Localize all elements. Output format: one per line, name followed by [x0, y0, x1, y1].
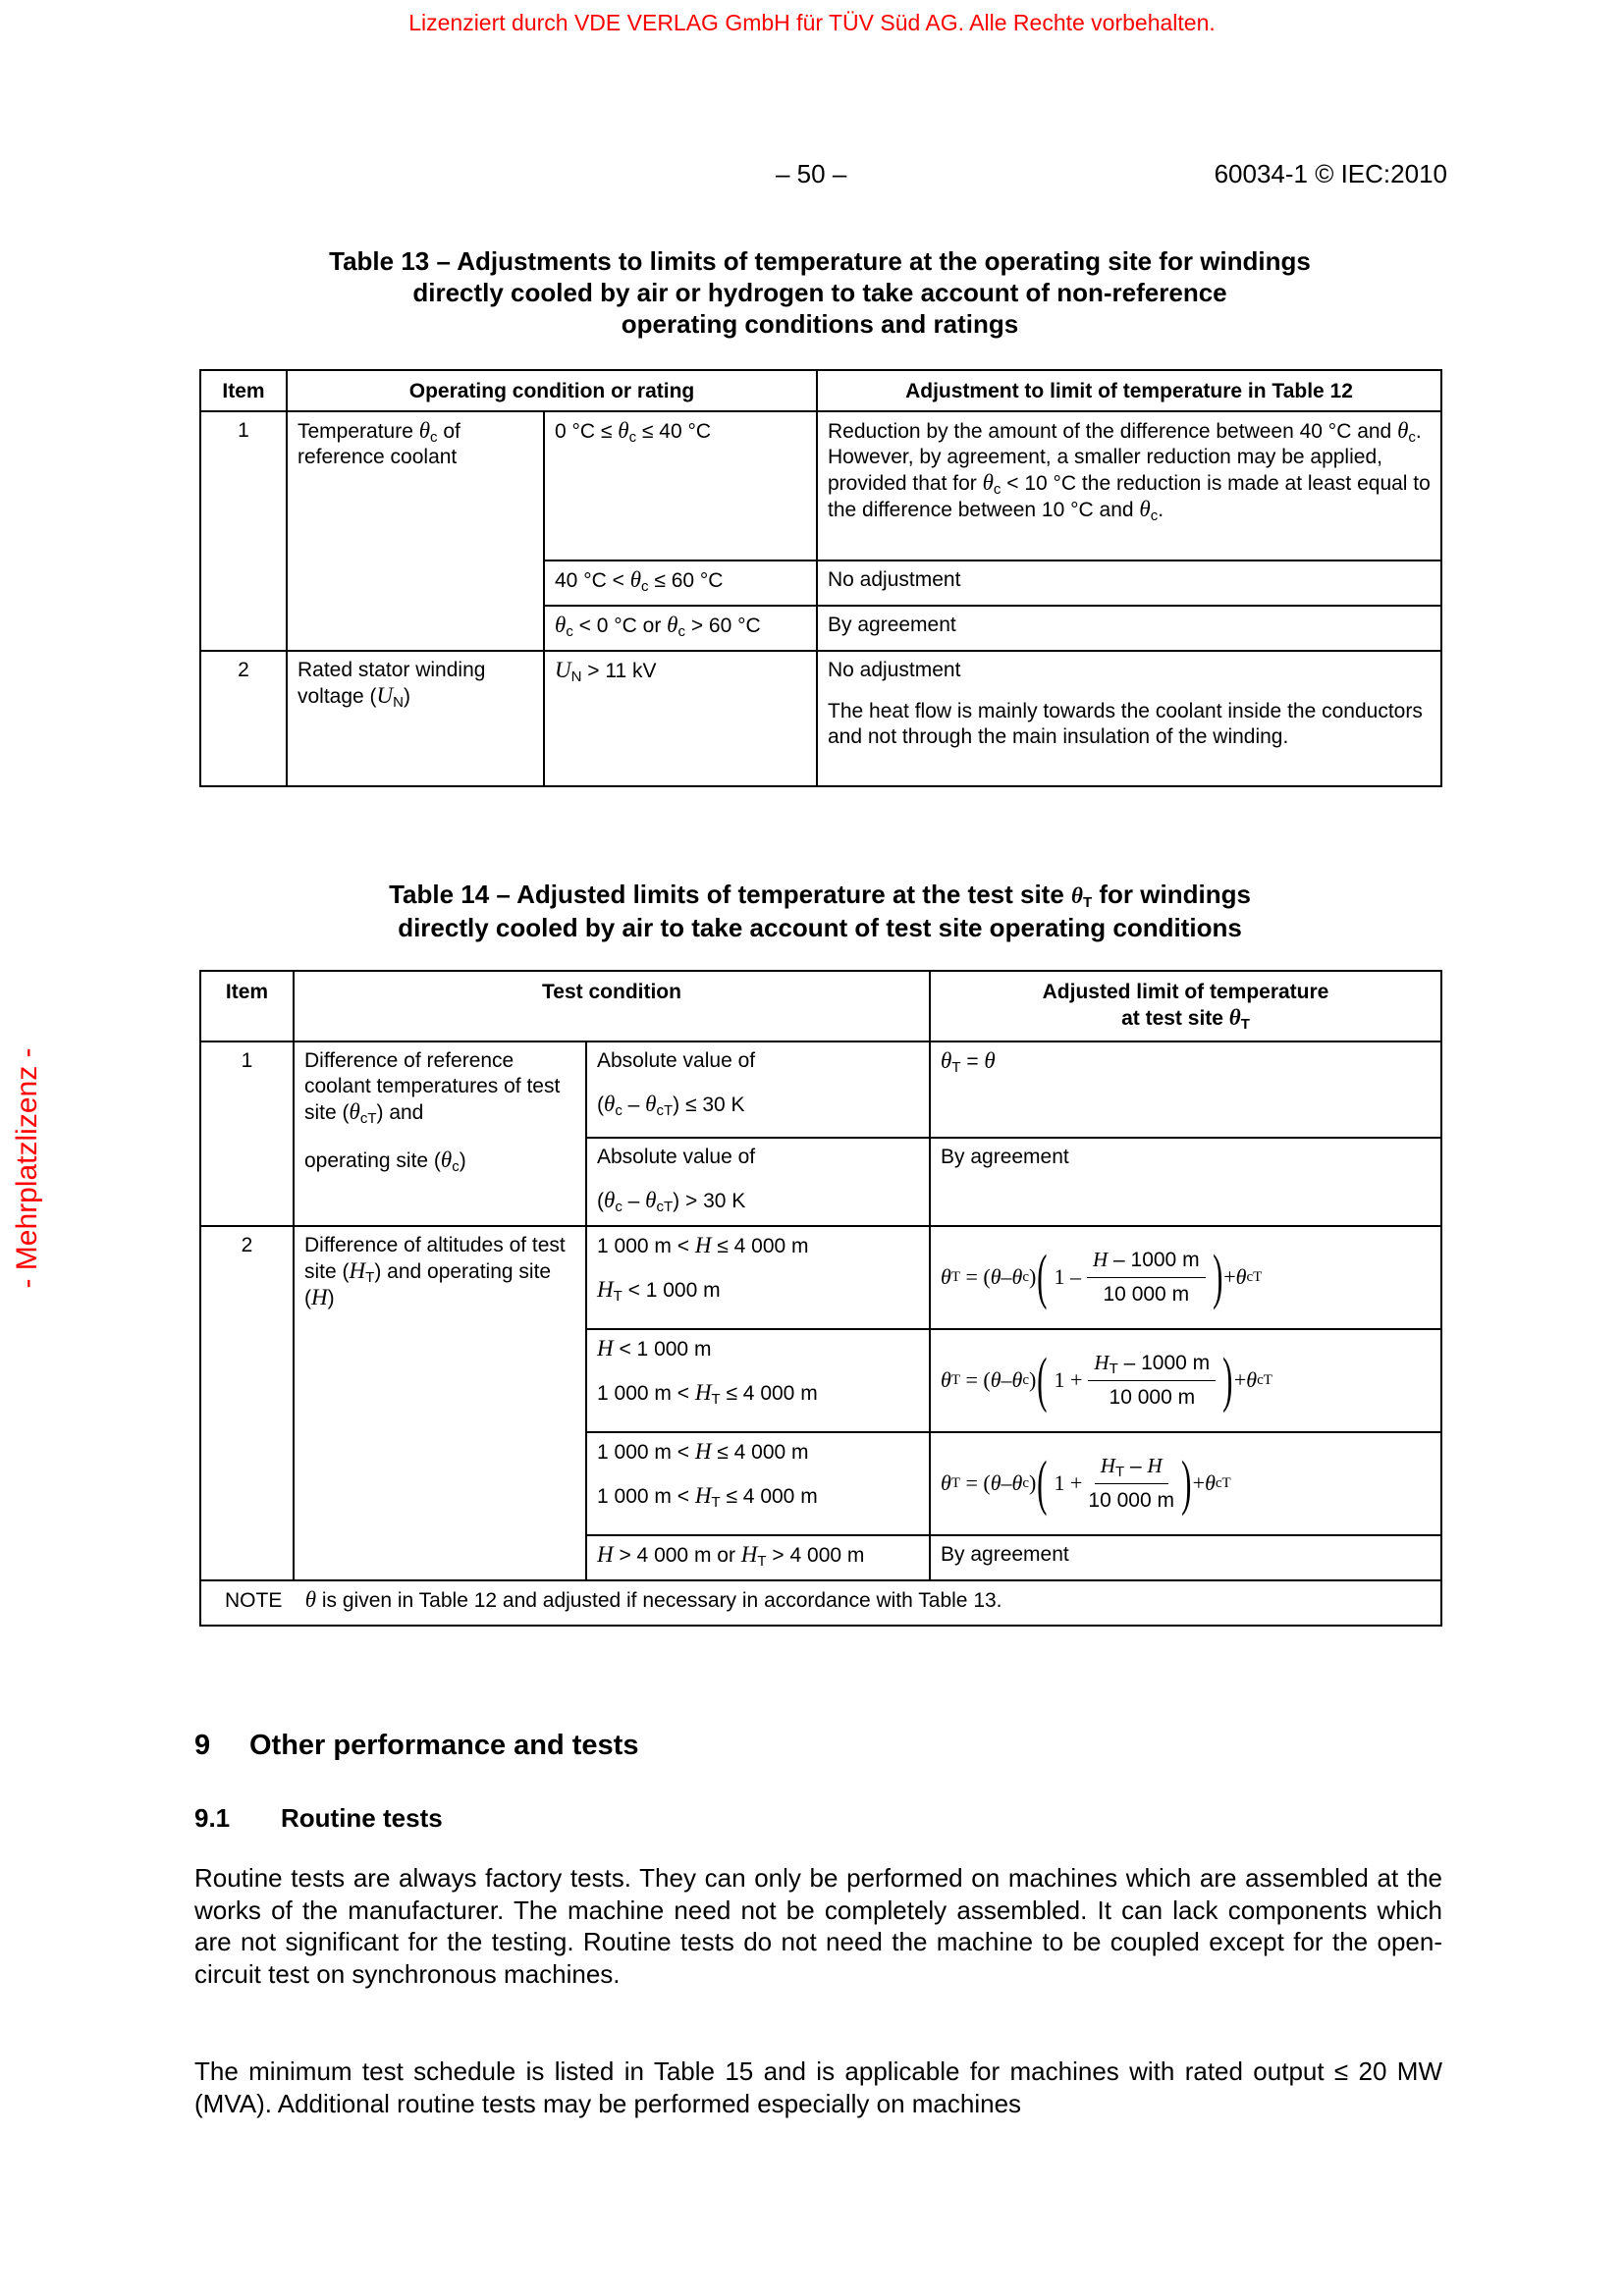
- condition-line: Absolute value of: [597, 1049, 756, 1072]
- table14-title-line: directly cooled by air to take account of test site operating conditions: [398, 913, 1242, 942]
- adjusted-limit: By agreement: [930, 1138, 1441, 1226]
- adjusted-limit: By agreement: [930, 1535, 1441, 1580]
- document-reference: 60034-1 © IEC:2010: [1214, 159, 1447, 188]
- section-title: Other performance and tests: [249, 1730, 639, 1761]
- condition-line: Absolute value of: [597, 1146, 756, 1168]
- table-note-row: [200, 1580, 1441, 1626]
- condition-line: $H_T < 1$ 000 m: [597, 1277, 721, 1305]
- item-number: 1: [200, 411, 287, 651]
- table14-title: [196, 879, 1443, 943]
- condition-range: $U_N > 11$ kV: [544, 651, 817, 786]
- subsection-number: 9.1: [194, 1803, 231, 1833]
- table-row: [200, 1041, 1441, 1138]
- condition-label: Difference of altitudes of test site $(H_T)$ and operating site (H): [294, 1226, 586, 1580]
- condition-line: 1 000 $m < H_T \le 4$ 000 m: [597, 1483, 818, 1511]
- adjusted-limit-formula: [930, 1329, 1441, 1432]
- item-number: 1: [200, 1041, 294, 1226]
- adjustment-text: No adjustment: [817, 561, 1441, 606]
- adjustment-note: The heat flow is mainly towards the coolant inside the conductors and not through the main insulation of the winding.: [828, 700, 1423, 748]
- table-row: [200, 411, 1441, 561]
- condition-range: [586, 1041, 930, 1138]
- multi-user-license-watermark: - Mehrplatzlizenz -: [11, 1047, 43, 1289]
- condition-range: [586, 1329, 930, 1432]
- formula: θ T = ( θ – θ c ) ( 1 + $\frac{H_T - 1000 m}{10 000 m}$ ) + θ cT: [941, 1347, 1272, 1414]
- table13-title-line: Table 13 – Adjustments to limits of temperature at the operating site for windings: [329, 246, 1311, 276]
- table13-header-row: [200, 370, 1441, 411]
- condition-range: 0 $^\circ C \le \theta_c \le 40$ °C: [544, 411, 817, 561]
- section-number: 9: [194, 1730, 211, 1761]
- table-row: [200, 651, 1441, 786]
- formula: θ T = ( θ – θ c ) ( 1 + $\frac{H_T - H}{10 000 m}$ ) + θ cT: [941, 1450, 1231, 1517]
- condition-line: H < 1 000 m: [597, 1336, 712, 1361]
- condition-range: [586, 1226, 930, 1329]
- note-label: NOTE: [225, 1589, 283, 1612]
- condition-label: Temperature $\theta_c$ of reference coolant: [287, 411, 544, 651]
- body-paragraph: Routine tests are always factory tests. They can only be performed on machines which are assembled at the works of the manufacturer. The machine need not be completely assembled. It can lack components which are not significant for the testing. Routine tests do not need the machine to be coupled except for the open-circuit test on synchronous machines.: [194, 1863, 1442, 1989]
- condition-range: [586, 1138, 930, 1226]
- col-header-adjustment: Adjustment to limit of temperature in Table 12: [817, 370, 1441, 411]
- condition-line: $(\theta_c - \theta_{cT}) \le 30$ K: [597, 1092, 745, 1119]
- condition-line: 1 000 m < H ≤ 4 000 m: [597, 1233, 809, 1257]
- table14-title-line: Table 14 – Adjusted limits of temperature at the test site $\theta_T$ for windings: [389, 880, 1251, 911]
- condition-range: $\theta_c < 0$ °C or $\theta_c > 60$ °C: [544, 606, 817, 651]
- condition-line: 1 000 m < H ≤ 4 000 m: [597, 1439, 809, 1464]
- adjustment-text: [817, 651, 1441, 786]
- condition-range: H > 4 000 m or $H_T > 4$ 000 m: [586, 1535, 930, 1580]
- subsection-title: Routine tests: [281, 1803, 443, 1833]
- col-header-item: Item: [200, 971, 294, 1041]
- page-number: – 50 –: [776, 159, 847, 188]
- body-paragraph: The minimum test schedule is listed in Table 15 and is applicable for machines with rated output ≤ 20 MW (MVA). Additional routine tests may be performed especially on machines: [194, 2056, 1442, 2118]
- condition-line: $(\theta_c - \theta_{cT}) > 30$ K: [597, 1188, 746, 1215]
- col-header-condition: Operating condition or rating: [287, 370, 817, 411]
- table13-title-line: operating conditions and ratings: [621, 309, 1019, 339]
- table13: [199, 369, 1442, 787]
- item-number: 2: [200, 651, 287, 786]
- table14-header-row: [200, 971, 1441, 1041]
- table13-title: [196, 245, 1443, 340]
- license-watermark: Lizenziert durch VDE VERLAG GmbH für TÜV Süd AG. Alle Rechte vorbehalten.: [408, 10, 1216, 35]
- adjusted-limit-formula: [930, 1226, 1441, 1329]
- condition-label: Rated stator winding voltage $(U_N)$: [287, 651, 544, 786]
- note-text: is given in Table 12 and adjusted if necessary in accordance with Table 13.: [321, 1589, 1002, 1612]
- table13-title-line: directly cooled by air or hydrogen to take account of non-reference: [412, 278, 1227, 307]
- section-heading: [194, 1730, 638, 1762]
- adjustment-text: Reduction by the amount of the difference between 40 °C and $\theta_c$. However, by agreement, a smaller reduction may be applied, provided that for $\theta_c < 10$ °C the reduction is made at least equal to the difference between 10 °C and $\theta_c$.: [817, 411, 1441, 561]
- adjusted-limit: $\theta_T = \theta$: [930, 1041, 1441, 1138]
- item-number: 2: [200, 1226, 294, 1580]
- condition-range: 40 $^\circ C < \theta_c \le 60$ °C: [544, 561, 817, 606]
- col-header-item: Item: [200, 370, 287, 411]
- formula: θ T = ( θ – θ c ) ( 1 – $\frac{H - 1000 m}{10 000 m}$ ) + θ cT: [941, 1244, 1263, 1310]
- table-row: [200, 1226, 1441, 1329]
- subsection-heading: [194, 1803, 443, 1834]
- adjusted-limit-formula: [930, 1432, 1441, 1535]
- col-header-adjusted-limit: Adjusted limit of temperature at test site $\theta_T$: [930, 971, 1441, 1041]
- col-header-test-condition: Test condition: [294, 971, 930, 1041]
- condition-range: [586, 1432, 930, 1535]
- adjustment-text: By agreement: [817, 606, 1441, 651]
- condition-label: Difference of reference coolant temperatures of test site $(\theta_{cT})$ and operating site $(\theta_c)$: [294, 1041, 586, 1226]
- adjustment-value: No adjustment: [828, 659, 961, 681]
- table-note: NOTE θ is given in Table 12 and adjusted if necessary in accordance with Table 13.: [200, 1580, 1441, 1626]
- table14: [199, 970, 1442, 1627]
- condition-line: 1 000 $m < H_T \le 4$ 000 m: [597, 1380, 818, 1408]
